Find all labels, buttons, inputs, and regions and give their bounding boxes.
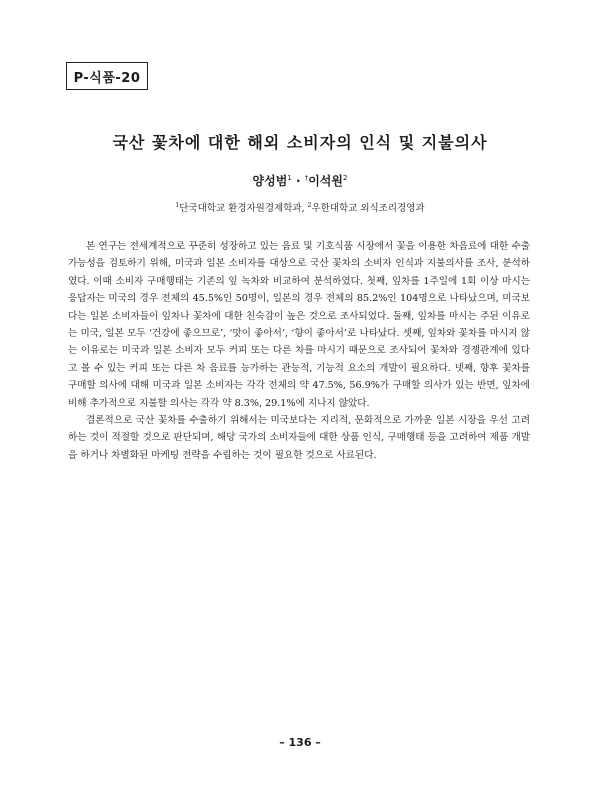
abstract-paragraph-1: 본 연구는 전세계적으로 꾸준히 성장하고 있는 음료 및 기호식품 시장에서 꽃을 이용한 차음료에 대한 수출 가능성을 검토하기 위해, 미국과 일본 소비자를 대상으로 국산 꽃차의 소비자 인식과 지불의사를 조사, 분석하였다. 이때 소비자 구매행태는 기존의 잎 녹차와 비교하여 분석하였다. 첫째, 잎차를 1주일에 1회 이상 마시는 응답자는 미국의 경우 전체의 45.5%인 50명이, 일본의 경우 전체의 85.2%인 104명으로 나타났으며, 미국보다는 일본 소비자들이 잎차나 꽃차에 대한 친숙감이 높은 것으로 조사되었다. 둘째, 잎차를 마시는 주된 이유로는 미국, 일본 모두 ‘건강에 좋으므로’, ‘맛이 좋아서’, ‘향이 좋아서’로 나타났다. 셋째, 잎차와 꽃차를 마시지 않는 이유로는 미국과 일본 소비자 모두 커피 또는 다른 차를 마시기 때문으로 조사되어 꽃차와 경쟁관계에 있다고 볼 수 있는 커피 또는 다른 차 음료를 능가하는 관능적, 기능적 요소의 개발이 필요하다. 넷째, 향후 꽃차를 구매할 의사에 대해 미국과 일본 소비자는 각각 전체의 약 47.5%, 56.9%가 구매할 의사가 있는 반면, 잎차에 비해 추가적으로 지불할 의사는 각각 약 8.3%, 29.1%에 지나지 않았다. bbox=[68, 241, 530, 409]
abstract-paragraph-2: 결론적으로 국산 꽃차를 수출하기 위해서는 미국보다는 지리적, 문화적으로 가까운 일본 시장을 우선 고려하는 것이 적절할 것으로 판단되며, 해당 국가의 소비자들에 대한 상품 인식, 구매행태 등을 고려하여 제품 개발을 하거나 차별화된 마케팅 전략을 수립하는 것이 필요한 것으로 사료된다. bbox=[68, 415, 530, 461]
corresponding-author-mark: † bbox=[304, 174, 309, 182]
author-1-name: 양성범 bbox=[252, 174, 288, 188]
author-line bbox=[0, 172, 600, 189]
paper-code-box bbox=[66, 62, 148, 90]
page-number: – 136 – bbox=[279, 736, 321, 749]
abstract-body bbox=[68, 238, 530, 464]
author-2-affil-mark: 2 bbox=[342, 174, 348, 182]
affiliation-2: 우한대학교 외식조리경영과 bbox=[311, 203, 425, 214]
author-1-affil-mark: 1 bbox=[287, 174, 292, 182]
affiliation-2-mark: 2 bbox=[307, 201, 312, 209]
author-separator: · bbox=[291, 174, 305, 188]
affiliation-1-mark: 1 bbox=[175, 201, 180, 209]
paper-title: 국산 꽃차에 대한 해외 소비자의 인식 및 지불의사 bbox=[112, 133, 488, 152]
affiliation-1: 단국대학교 환경자원경제학과, bbox=[179, 203, 305, 214]
paper-code: P-식품-20 bbox=[73, 70, 141, 86]
affiliation-line bbox=[0, 200, 600, 214]
author-2-name: 이석원 bbox=[308, 174, 343, 188]
